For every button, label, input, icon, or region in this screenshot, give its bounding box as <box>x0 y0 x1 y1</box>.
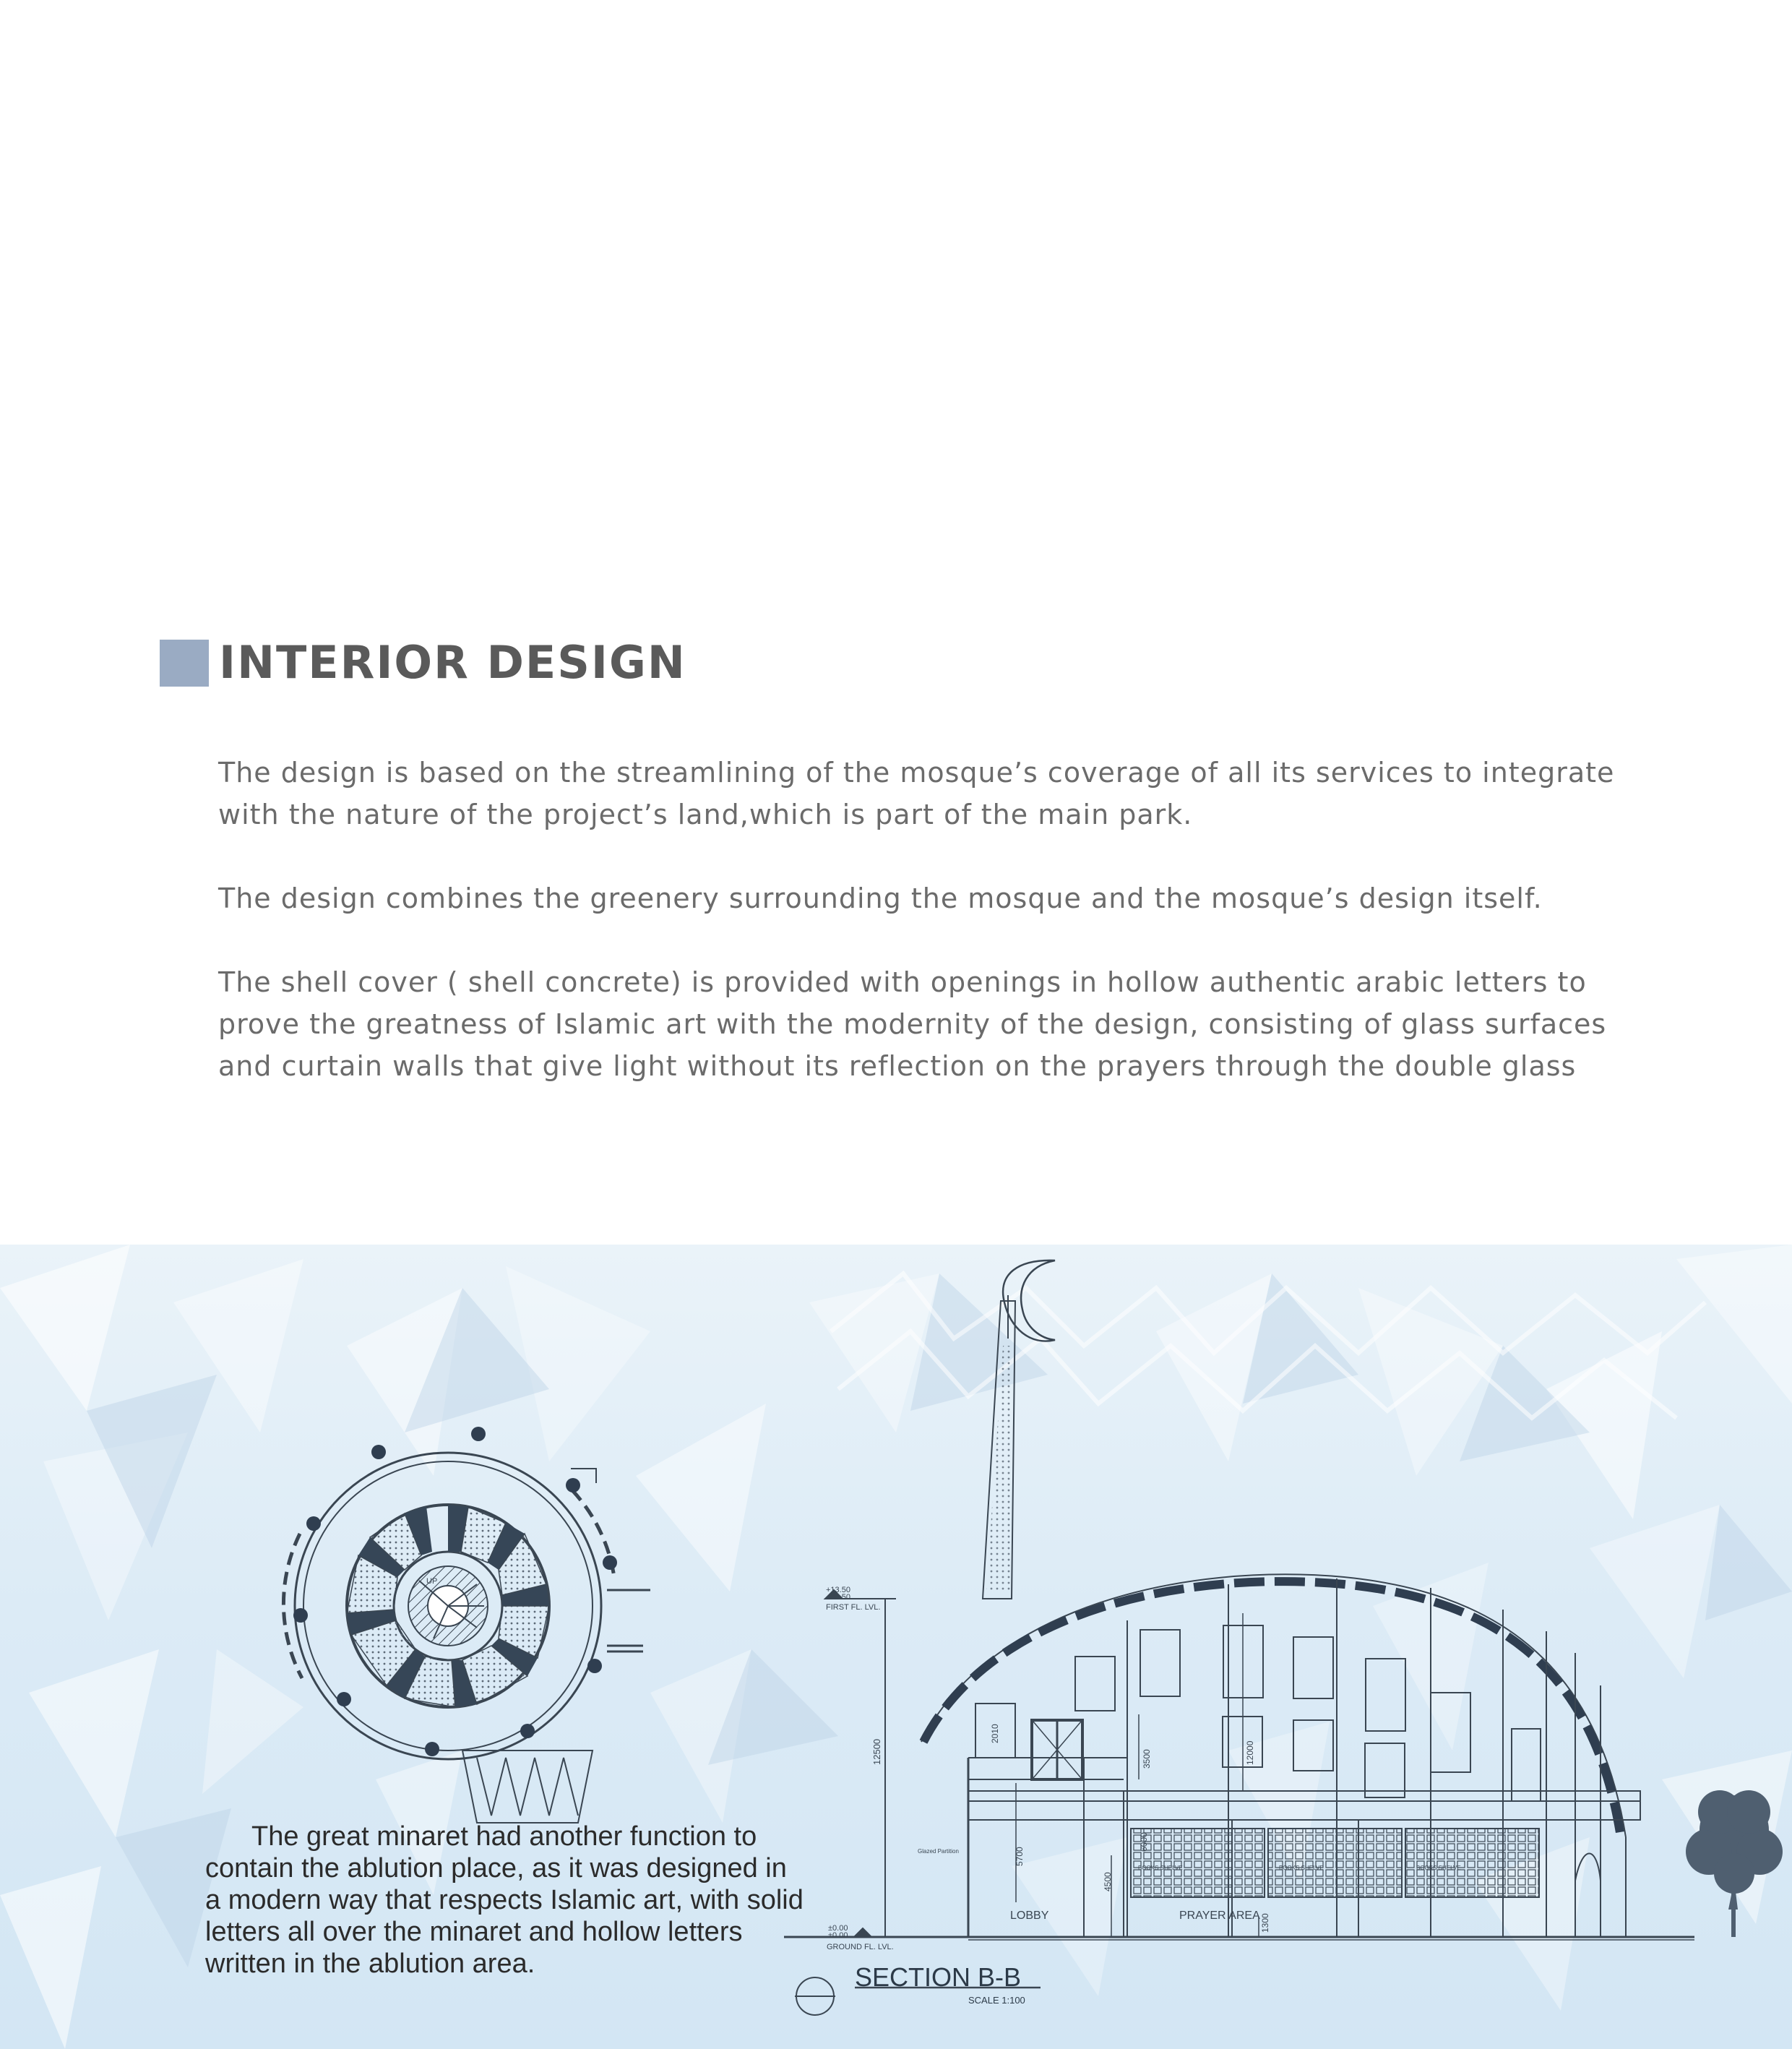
paragraph-3: The shell cover ( shell concrete) is provided with openings in hollow authentic arabic letters to prove the greatness of Islamic art with the modernity of the design, consisting of glass surfaces and curtain walls that give light without its reflection on the prayers through the double glass <box>218 966 1607 1082</box>
heading-marker <box>160 640 209 687</box>
plan-up-label: UP <box>426 1577 438 1586</box>
ground-level-value: ±0.00 <box>828 1924 848 1933</box>
page-title: INTERIOR DESIGN <box>219 636 686 689</box>
lobby-label: LOBBY <box>1010 1910 1049 1922</box>
prayer-area-label: PRAYER AREA <box>1179 1910 1260 1922</box>
dim-shelf-height: 4500 <box>1103 1872 1113 1891</box>
paragraph-1: The design is based on the streamlining of the mosque’s coverage of all its services to integrate with the nature of the project’s land,which is part of the main park. <box>218 757 1615 830</box>
paragraph-2: The design combines the greenery surrounding the mosque and the mosque’s design itself. <box>218 882 1543 914</box>
books-shelve-note-1: BOOKS SHELVE <box>1138 1865 1183 1871</box>
ground-level-alt: ±0.00 <box>828 1931 848 1940</box>
first-level-name: FIRST FL. LVL. <box>826 1603 881 1612</box>
tree-icon <box>1686 1790 1783 1937</box>
dim-gallery-a: 3500 <box>1142 1749 1152 1769</box>
first-level-alt: +13.50 <box>826 1593 850 1602</box>
section-title: SECTION B-B <box>855 1962 1022 1992</box>
dim-shelf-b: 6000 <box>1139 1832 1149 1852</box>
dim-lobby-height: 5700 <box>1015 1847 1025 1866</box>
glazed-partition-note: Glazed Partition <box>918 1848 959 1855</box>
books-shelve-note-2: BOOKS SHELVE <box>1279 1865 1324 1871</box>
minaret-spire <box>983 1260 1055 1599</box>
dim-door-height: 2010 <box>990 1724 1000 1743</box>
dim-total-height: 12500 <box>871 1738 882 1765</box>
drawing-panel <box>0 1245 1792 2049</box>
ground-level-name: GROUND FL. LVL. <box>827 1943 894 1951</box>
books-shelve-note-3: BOOKS SHELVE <box>1416 1865 1461 1871</box>
dim-gallery-b: 12000 <box>1245 1740 1255 1765</box>
section-scale: SCALE 1:100 <box>968 1995 1025 2006</box>
body-text <box>218 752 1663 1129</box>
dim-base: 1300 <box>1260 1913 1270 1933</box>
section-drawing <box>784 1574 1694 2015</box>
minaret-caption: The great minaret had another function to contain the ablution place, as it was designed in a modern way that respects Islamic art, with solid letters all over the minaret and hollow letters written in the ablution area. <box>205 1821 804 1979</box>
first-level-value: +13.50 <box>826 1586 850 1594</box>
